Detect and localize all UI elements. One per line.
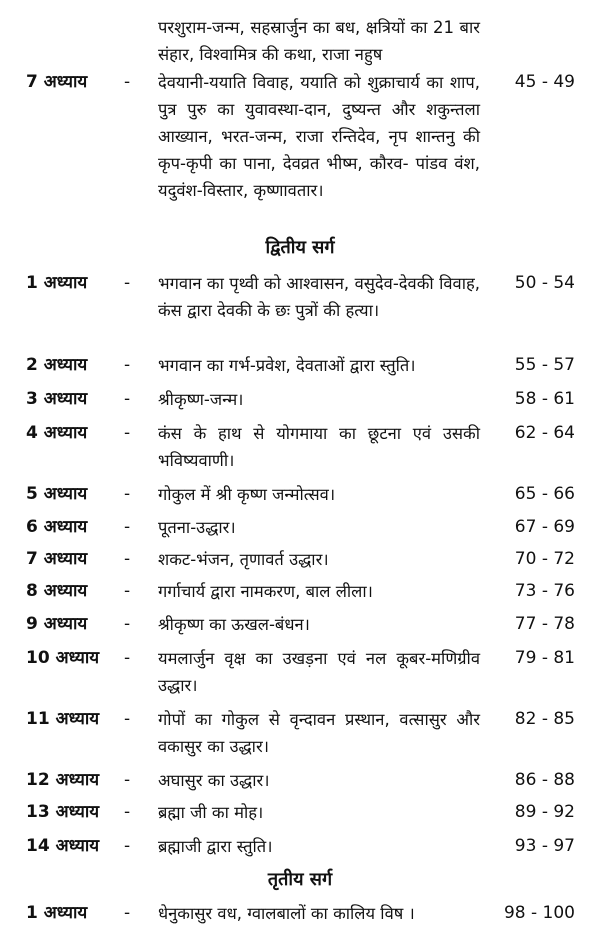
page-range: 77 - 78 [514, 614, 575, 634]
chapter-description: शकट-भंजन, तृणावर्त उद्धार। [158, 550, 329, 569]
page-range: 98 - 100 [503, 903, 575, 923]
chapter-description: पूतना-उद्धार। [158, 518, 236, 537]
page-range: 82 - 85 [514, 709, 575, 729]
chapter-label: 11 अध्याय [26, 709, 100, 729]
chapter-description: देवयानी-ययाति विवाह, ययाति को शुक्राचार्य का शाप, पुत्र पुरु का युवावस्था-दान, दुष्यन्त और शकुन्तला आख्यान, भरत-जन्म, राजा रन्तिदेव, नृप शान्तनु की कृप-कृपी का पाना, देवव्रत भीष्म, कौरव- पांडव वंश, यदुवंश-विस्तार, कृष्णावतार। [158, 73, 480, 200]
dash: - [124, 802, 131, 822]
dash: - [124, 770, 131, 790]
dash: - [124, 273, 131, 293]
chapter-label: 12 अध्याय [26, 770, 100, 790]
page-range: 62 - 64 [514, 423, 575, 443]
dash: - [124, 614, 131, 634]
chapter-label: 2 अध्याय [26, 355, 88, 375]
chapter-label: 8 अध्याय [26, 581, 88, 601]
dash: - [124, 836, 131, 856]
page-range: 50 - 54 [514, 273, 575, 293]
chapter-description: कंस के हाथ से योगमाया का छूटना एवं उसकी भविष्यवाणी। [158, 424, 480, 470]
chapter-label: 9 अध्याय [26, 614, 88, 634]
dash: - [124, 517, 131, 537]
chapter-label: 7 अध्याय [26, 549, 88, 569]
continuation-text: परशुराम-जन्म, सहस्रार्जुन का बध, क्षत्रियों का 21 बार संहार, विश्वामित्र की कथा, राजा नहुष [158, 18, 480, 64]
chapter-description: यमलार्जुन वृक्ष का उखड़ना एवं नल कूबर-मणिग्रीव उद्धार। [158, 649, 480, 695]
dash: - [124, 709, 131, 729]
chapter-label: 7 अध्याय [26, 72, 88, 92]
page-range: 58 - 61 [514, 389, 575, 409]
page-range: 86 - 88 [514, 770, 575, 790]
dash: - [124, 72, 131, 92]
chapter-description: ब्रह्मा जी का मोह। [158, 803, 264, 822]
chapter-description: अघासुर का उद्धार। [158, 771, 270, 790]
page-range: 55 - 57 [514, 355, 575, 375]
dash: - [124, 648, 131, 668]
chapter-description: गर्गाचार्य द्वारा नामकरण, बाल लीला। [158, 582, 373, 601]
chapter-description: श्रीकृष्ण-जन्म। [158, 390, 244, 409]
page-range: 73 - 76 [514, 581, 575, 601]
dash: - [124, 581, 131, 601]
chapter-description: श्रीकृष्ण का ऊखल-बंधन। [158, 615, 310, 634]
chapter-description: गोकुल में श्री कृष्ण जन्मोत्सव। [158, 485, 336, 504]
dash: - [124, 484, 131, 504]
dash: - [124, 903, 131, 923]
page-range: 93 - 97 [514, 836, 575, 856]
chapter-description: ब्रह्माजी द्वारा स्तुति। [158, 837, 273, 856]
chapter-label: 3 अध्याय [26, 389, 88, 409]
chapter-label: 4 अध्याय [26, 423, 88, 443]
chapter-label: 14 अध्याय [26, 836, 100, 856]
chapter-description: गोपों का गोकुल से वृन्दावन प्रस्थान, वत्सासुर और वकासुर का उद्धार। [158, 710, 480, 756]
chapter-label: 5 अध्याय [26, 484, 88, 504]
dash: - [124, 549, 131, 569]
page-range: 67 - 69 [514, 517, 575, 537]
section-heading-3: तृतीय सर्ग [267, 869, 333, 890]
page-range: 65 - 66 [514, 484, 575, 504]
page-range: 45 - 49 [514, 72, 575, 92]
chapter-label: 6 अध्याय [26, 517, 88, 537]
dash: - [124, 355, 131, 375]
page-range: 70 - 72 [514, 549, 575, 569]
chapter-description: भगवान का पृथ्वी को आश्वासन, वसुदेव-देवकी विवाह, कंस द्वारा देवकी के छः पुत्रों की हत्या। [158, 274, 480, 320]
dash: - [124, 423, 131, 443]
chapter-description: भगवान का गर्भ-प्रवेश, देवताओं द्वारा स्तुति। [158, 356, 416, 375]
page-range: 79 - 81 [514, 648, 575, 668]
chapter-label: 1 अध्याय [26, 273, 88, 293]
chapter-label: 13 अध्याय [26, 802, 100, 822]
dash: - [124, 389, 131, 409]
chapter-description: धेनुकासुर वध, ग्वालबालों का कालिय विष । [158, 904, 415, 923]
chapter-label: 1 अध्याय [26, 903, 88, 923]
chapter-label: 10 अध्याय [26, 648, 100, 668]
section-heading-2: द्वितीय सर्ग [265, 237, 335, 258]
page-range: 89 - 92 [514, 802, 575, 822]
